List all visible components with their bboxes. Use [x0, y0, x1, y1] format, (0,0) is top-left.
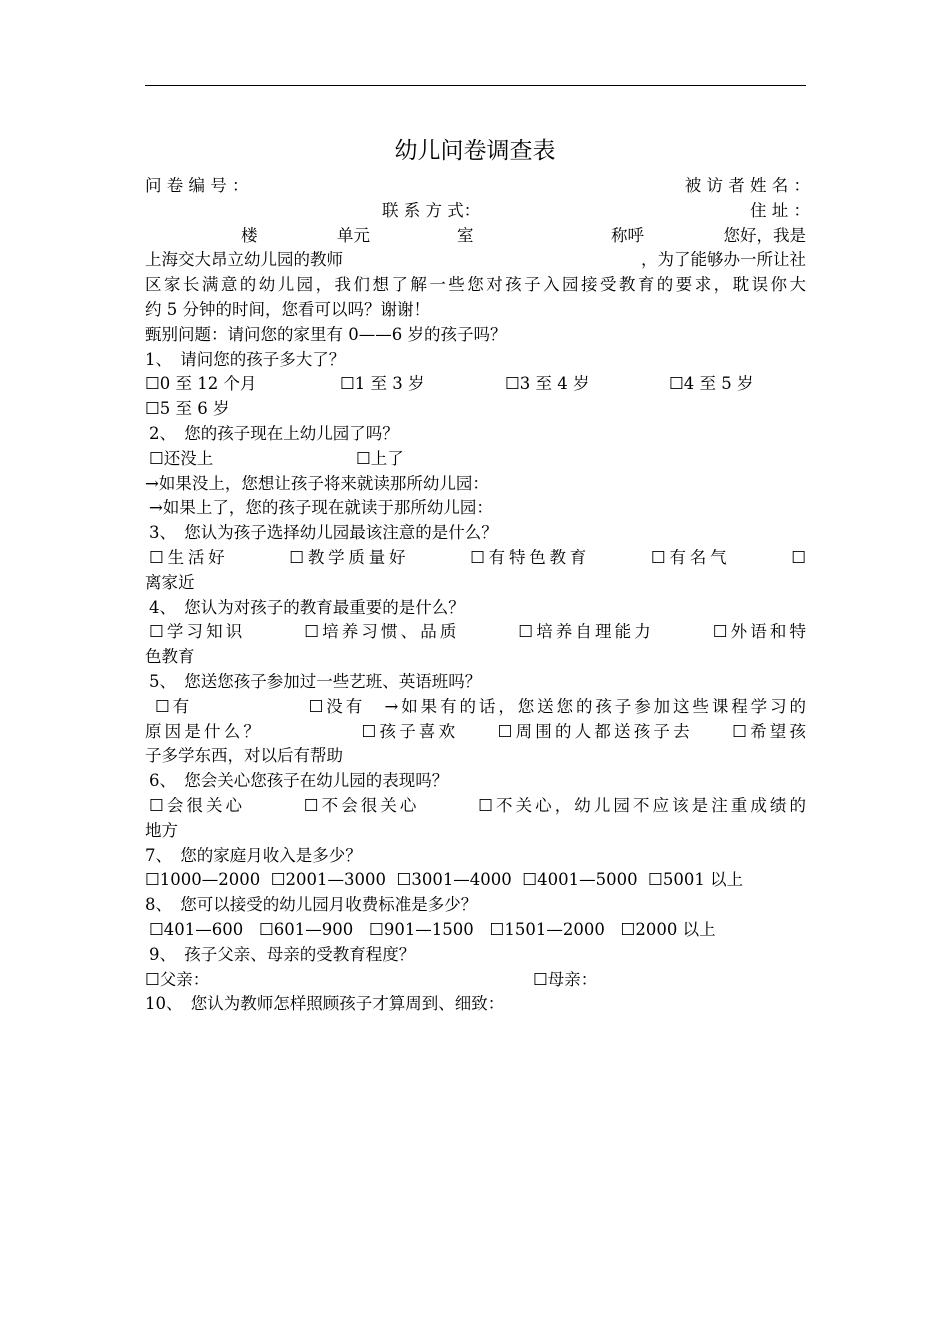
survey-body [145, 174, 810, 1017]
question-5-options[interactable]: ☐有 ☐没有 →如果有的话，您送您的孩子参加这些课程学习的 [155, 696, 806, 716]
q6-option-wrap: 地方 [145, 820, 178, 840]
question-9: 9、 孩子父亲、母亲的受教育程度？ [149, 944, 416, 964]
q2-option-not-yet[interactable]: ☐还没上 [149, 448, 214, 468]
question-3: 3、 您认为孩子选择幼儿园最该注意的是什么？ [149, 523, 498, 543]
q3-option-wrap: 离家近 [145, 572, 195, 592]
question-1-options [145, 372, 806, 397]
intro-line-1 [145, 248, 806, 273]
intro-line-3: 约 5 分钟的时间，您看可以吗？谢谢！ [145, 299, 430, 319]
page-title: 幼儿问卷调查表 [394, 138, 556, 164]
intro-line-2: 区家长满意的幼儿园，我们想了解一些您对孩子入园接受教育的要求，耽误你大 [145, 275, 806, 295]
header-line-1 [145, 174, 810, 199]
question-8: 8、 您可以接受的幼儿园月收费标准是多少？ [145, 895, 478, 915]
question-5: 5、 您送您孩子参加过一些艺班、英语班吗？ [149, 671, 482, 691]
header-line-2 [145, 199, 810, 224]
q1-option-3-4y[interactable]: ☐3 至 4 岁 [505, 374, 590, 394]
question-3-options[interactable]: ☐生活好 ☐教学质量好 ☐有特色教育 ☐有名气 ☐ [149, 547, 806, 567]
question-1: 1、 请问您的孩子多大了？ [145, 349, 346, 369]
room-label: 室 [457, 225, 474, 245]
question-6-options[interactable]: ☐会很关心 ☐不会很关心 ☐不关心，幼儿园不应该是注重成绩的 [149, 795, 806, 815]
question-2: 2、 您的孩子现在上幼儿园了吗？ [149, 423, 399, 443]
greeting-text: 您好，我是 [723, 225, 806, 245]
intro-purpose: ，为了能够办一所让社 [641, 250, 806, 270]
header-rule [145, 85, 806, 86]
question-8-options[interactable]: ☐401—600 ☐601—900 ☐901—1500 ☐1501—2000 ☐2000 以上 [149, 919, 716, 939]
question-7: 7、 您的家庭月收入是多少？ [145, 845, 362, 865]
question-9-options [145, 968, 806, 993]
q9-father[interactable]: ☐父亲： [145, 969, 210, 989]
q5-reason-wrap: 子多学东西，对以后有帮助 [145, 746, 343, 766]
q1-option-1-3y[interactable]: ☐1 至 3 岁 [340, 374, 425, 394]
address-label: 住 址 ： [750, 200, 810, 220]
unit-label: 单元 [337, 225, 370, 245]
header-line-3 [145, 224, 806, 249]
question-2-options [145, 447, 806, 472]
q9-mother[interactable]: ☐母亲： [533, 969, 598, 989]
q1-option-0-12m[interactable]: ☐0 至 12 个月 [145, 374, 257, 394]
question-6: 6、 您会关心您孩子在幼儿园的表现吗？ [149, 771, 449, 791]
question-10: 10、 您认为教师怎样照顾孩子才算周到、细致： [145, 994, 505, 1014]
q2-follow-up-yes: →如果上了，您的孩子现在就读于那所幼儿园： [149, 498, 493, 518]
building-label: 楼 [241, 225, 258, 245]
question-4-options[interactable]: ☐学习知识 ☐培养习惯、品质 ☐培养自理能力 ☐外语和特 [149, 622, 806, 642]
intro-teacher: 上海交大昂立幼儿园的教师 [145, 250, 343, 270]
salutation-label: 称呼 [611, 225, 644, 245]
question-4: 4、 您认为对孩子的教育最重要的是什么？ [149, 597, 465, 617]
q4-option-wrap: 色教育 [145, 647, 195, 667]
q2-option-yes[interactable]: ☐上了 [356, 448, 404, 468]
q1-option-4-5y[interactable]: ☐4 至 5 岁 [669, 374, 754, 394]
q2-follow-up-no: →如果没上，您想让孩子将来就读那所幼儿园： [145, 473, 489, 493]
question-7-options[interactable]: ☐1000—2000 ☐2001—3000 ☐3001—4000 ☐4001—5000 ☐5001 以上 [145, 870, 744, 890]
contact-label: 联 系 方 式： [382, 200, 481, 220]
visitor-name-label: 被 访 者 姓 名 ： [684, 176, 810, 195]
survey-number-label: 问 卷 编 号 ： [145, 176, 249, 195]
q5-reason-options[interactable]: 原因是什么？ ☐孩子喜欢 ☐周围的人都送孩子去 ☐希望孩 [145, 721, 806, 741]
screening-question: 甄别问题：请问您的家里有 0——6 岁的孩子吗？ [145, 324, 507, 344]
q1-option-5-6y[interactable]: ☐5 至 6 岁 [145, 399, 230, 419]
